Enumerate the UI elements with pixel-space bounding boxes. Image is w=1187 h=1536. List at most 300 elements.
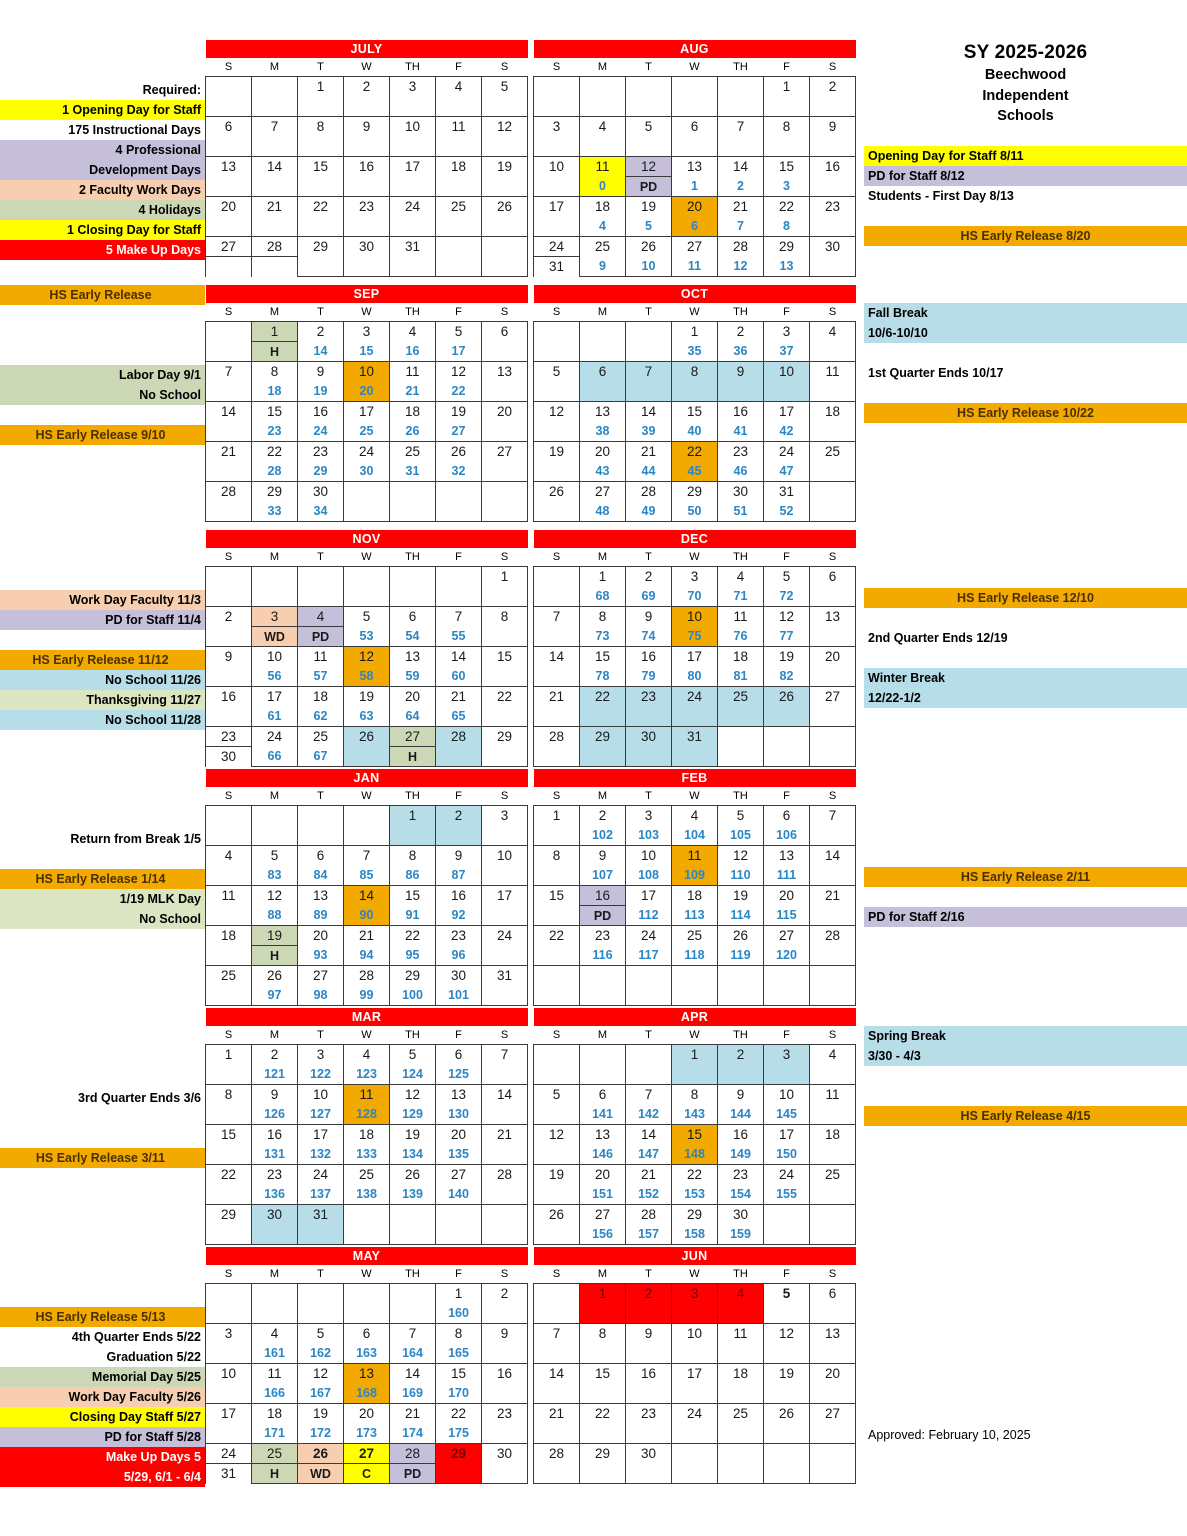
dow-header: F xyxy=(436,787,482,806)
dow-header: TH xyxy=(390,1026,436,1045)
day-cell-count: 99 xyxy=(344,986,390,1006)
week-row-counts xyxy=(206,866,528,886)
day-cell-count xyxy=(672,747,718,767)
day-cell-date: 1 xyxy=(672,1045,718,1065)
day-cell-date: 5 xyxy=(534,362,580,382)
day-cell-count: 11 xyxy=(672,257,718,277)
day-cell-count xyxy=(482,826,528,846)
day-cell-date: 2 xyxy=(718,1045,764,1065)
day-cell-date: 22 xyxy=(298,197,344,217)
day-cell-date xyxy=(298,1284,344,1304)
day-cell-date xyxy=(298,567,344,587)
dow-header: W xyxy=(672,303,718,322)
day-cell-date: 3 xyxy=(344,322,390,342)
calendar-block-jul-aug xyxy=(0,0,1187,277)
day-cell-count: 137 xyxy=(298,1185,344,1205)
day-cell-count xyxy=(534,1105,580,1125)
day-cell-count: 122 xyxy=(298,1065,344,1085)
day-cell-count: 50 xyxy=(672,502,718,522)
day-cell-date: 20 xyxy=(810,1364,856,1384)
note-thanksgiving-1127: Thanksgiving 11/27 xyxy=(0,690,205,710)
day-cell-date: 17 xyxy=(672,1364,718,1384)
day-cell-count xyxy=(534,217,580,237)
dow-header: F xyxy=(764,58,810,77)
day-cell-count: 72 xyxy=(764,587,810,607)
day-cell-count: 156 xyxy=(580,1225,626,1245)
day-cell-count: 134 xyxy=(390,1145,436,1165)
day-cell-count: 150 xyxy=(764,1145,810,1165)
day-cell-date: 7 xyxy=(344,846,390,866)
dow-header: T xyxy=(626,58,672,77)
day-cell-date: 15 xyxy=(390,886,436,906)
day-cell-count xyxy=(580,97,626,117)
day-cell-date: 28 xyxy=(626,1205,672,1225)
day-cell-date xyxy=(390,1205,436,1225)
month-table-may xyxy=(205,1247,528,1484)
day-cell-count: 114 xyxy=(718,906,764,926)
note-make-up-days-dates: 5/29, 6/1 - 6/4 xyxy=(0,1467,205,1487)
week-row-counts xyxy=(534,97,856,117)
day-cell-count xyxy=(206,382,252,402)
day-cell-date: 24 xyxy=(672,1404,718,1424)
day-cell-count xyxy=(672,1424,718,1444)
note-spring-break-dates: 3/30 - 4/3 xyxy=(864,1046,1187,1066)
day-cell-count: 118 xyxy=(672,946,718,966)
day-cell-date xyxy=(252,806,298,826)
month-sep xyxy=(205,285,528,522)
day-cell-count xyxy=(298,587,344,607)
requirement-make-up-days: 5 Make Up Days xyxy=(0,240,205,260)
week-row-dates xyxy=(206,1364,528,1384)
note-hs-early-release-211: HS Early Release 2/11 xyxy=(864,867,1187,887)
day-cell-date: 19 xyxy=(390,1125,436,1145)
day-cell-count: 59 xyxy=(390,667,436,687)
day-cell-date xyxy=(344,482,390,502)
day-cell-date xyxy=(390,1284,436,1304)
day-cell-count xyxy=(764,97,810,117)
day-cell-count: 36 xyxy=(718,342,764,362)
dow-header: M xyxy=(580,58,626,77)
week-row-dates xyxy=(206,442,528,462)
month-title: DEC xyxy=(534,530,856,548)
day-cell-date: 4 xyxy=(206,846,252,866)
week-row-counts xyxy=(206,747,528,767)
day-cell-date: 26 xyxy=(298,1444,344,1464)
day-cell-date: 16 xyxy=(626,647,672,667)
day-cell-date: 30 xyxy=(626,1444,672,1464)
month-table-july xyxy=(205,40,528,277)
day-cell-count: 37 xyxy=(764,342,810,362)
day-cell-marker: H xyxy=(252,342,298,362)
day-cell-date: 7 xyxy=(252,117,298,137)
week-row-dates xyxy=(534,1444,856,1464)
day-cell-count: 168 xyxy=(344,1384,390,1404)
week-row-counts xyxy=(534,382,856,402)
day-cell-date: 7 xyxy=(482,1045,528,1065)
day-cell-date: 24 xyxy=(344,442,390,462)
day-cell-count: 96 xyxy=(436,946,482,966)
dow-header: S xyxy=(482,303,528,322)
day-cell-date: 10 xyxy=(390,117,436,137)
note-students-first-day: Students - First Day 8/13 xyxy=(868,188,1014,203)
dow-header: T xyxy=(626,787,672,806)
day-cell-count: 16 xyxy=(390,342,436,362)
day-cell-count xyxy=(810,1464,856,1484)
day-cell-date xyxy=(534,567,580,587)
day-cell-count: 89 xyxy=(298,906,344,926)
day-cell-count xyxy=(206,587,252,607)
week-row-counts xyxy=(206,667,528,687)
day-cell-date xyxy=(580,77,626,97)
week-row-dates xyxy=(534,1045,856,1065)
day-cell-date: 15 xyxy=(482,647,528,667)
day-cell-count xyxy=(672,707,718,727)
note-closing-day-staff: Closing Day Staff 5/27 xyxy=(0,1407,205,1427)
day-cell-date xyxy=(206,257,252,277)
day-cell-date: 8 xyxy=(482,607,528,627)
dow-header: S xyxy=(534,1265,580,1284)
day-cell-date: 2 xyxy=(436,806,482,826)
day-cell-count xyxy=(298,1304,344,1324)
day-cell-count xyxy=(436,257,482,277)
month-title: NOV xyxy=(206,530,528,548)
day-cell-date: 6 xyxy=(206,117,252,137)
day-cell-count xyxy=(534,502,580,522)
day-cell-count: 133 xyxy=(344,1145,390,1165)
note-no-school-1128: No School 11/28 xyxy=(0,710,205,730)
dow-header: S xyxy=(534,548,580,567)
day-cell-count xyxy=(764,137,810,157)
day-cell-date: 1 xyxy=(390,806,436,826)
day-cell-count xyxy=(436,217,482,237)
day-cell-count: 33 xyxy=(252,502,298,522)
day-cell-count xyxy=(344,137,390,157)
legend-hs-early-release: HS Early Release xyxy=(0,285,205,305)
day-cell-count: 58 xyxy=(344,667,390,687)
day-cell-date xyxy=(344,567,390,587)
day-cell-marker: H xyxy=(252,946,298,966)
day-cell-date: 5 xyxy=(390,1045,436,1065)
month-title: MAY xyxy=(206,1247,528,1265)
dow-header: F xyxy=(436,1026,482,1045)
dow-header: F xyxy=(764,1026,810,1045)
day-cell-date: 6 xyxy=(298,846,344,866)
day-cell-count xyxy=(206,1384,252,1404)
day-cell-date: 16 xyxy=(298,402,344,422)
day-cell-date: 28 xyxy=(390,1444,436,1464)
day-cell-date: 18 xyxy=(810,402,856,422)
day-cell-date: 11 xyxy=(810,1085,856,1105)
month-title: MAR xyxy=(206,1008,528,1026)
month-mar xyxy=(205,1008,528,1245)
day-cell-count xyxy=(626,986,672,1006)
day-cell-count xyxy=(534,1344,580,1364)
week-row-counts xyxy=(534,422,856,442)
day-cell-date: 8 xyxy=(298,117,344,137)
day-cell-date: 8 xyxy=(764,117,810,137)
day-cell-date: 31 xyxy=(298,1205,344,1225)
day-cell-date xyxy=(482,482,528,502)
day-cell-date: 27 xyxy=(436,1165,482,1185)
week-row-dates xyxy=(206,567,528,587)
day-cell-date xyxy=(252,567,298,587)
day-cell-count xyxy=(580,342,626,362)
district-name-line3: Schools xyxy=(997,108,1054,125)
day-cell-date xyxy=(810,1444,856,1464)
day-cell-count xyxy=(718,382,764,402)
day-cell-count: 139 xyxy=(390,1185,436,1205)
week-row-counts xyxy=(206,422,528,442)
day-cell-date xyxy=(534,1284,580,1304)
day-cell-date xyxy=(672,1444,718,1464)
day-cell-date: 14 xyxy=(626,402,672,422)
day-cell-count xyxy=(252,97,298,117)
dow-header: F xyxy=(436,303,482,322)
day-cell-count xyxy=(482,1065,528,1085)
week-row-counts xyxy=(206,1185,528,1205)
week-row-counts xyxy=(206,1105,528,1125)
day-cell-date: 3 xyxy=(482,806,528,826)
week-row-dates xyxy=(206,846,528,866)
week-row-dates xyxy=(534,1364,856,1384)
day-cell-date: 29 xyxy=(298,237,344,257)
dow-header: TH xyxy=(390,303,436,322)
day-cell-count xyxy=(298,177,344,197)
day-cell-date: 29 xyxy=(672,482,718,502)
day-cell-count xyxy=(482,1304,528,1324)
day-cell-date: 25 xyxy=(206,966,252,986)
dow-header: S xyxy=(206,1026,252,1045)
note-labor-day-no-school: No School xyxy=(0,385,205,405)
day-cell-date xyxy=(580,322,626,342)
day-cell-date: 21 xyxy=(344,926,390,946)
day-cell-date: 5 xyxy=(626,117,672,137)
day-cell-date: 8 xyxy=(580,607,626,627)
day-cell-date: 14 xyxy=(390,1364,436,1384)
week-row-dates xyxy=(206,402,528,422)
dow-header: S xyxy=(482,58,528,77)
note-q3-ends: 3rd Quarter Ends 3/6 xyxy=(78,1090,201,1105)
dow-header: S xyxy=(482,1265,528,1284)
day-cell-date: 30 xyxy=(718,482,764,502)
day-cell-date: 22 xyxy=(482,687,528,707)
day-cell-count xyxy=(810,217,856,237)
month-title: AUG xyxy=(534,40,856,58)
dow-header: S xyxy=(810,303,856,322)
day-cell-count: 130 xyxy=(436,1105,482,1125)
day-cell-date: 23 xyxy=(344,197,390,217)
calendar-block-jan-feb xyxy=(0,767,1187,1006)
day-cell-count: 141 xyxy=(580,1105,626,1125)
week-row-counts xyxy=(534,1105,856,1125)
day-cell-date: 1 xyxy=(206,1045,252,1065)
day-cell-count xyxy=(390,826,436,846)
day-cell-date: 14 xyxy=(206,402,252,422)
day-cell-count xyxy=(626,1384,672,1404)
dow-header: S xyxy=(810,787,856,806)
dow-header: TH xyxy=(718,1265,764,1284)
day-cell-date: 9 xyxy=(206,647,252,667)
month-table-jan xyxy=(205,769,528,1006)
day-cell-date: 5 xyxy=(482,77,528,97)
day-cell-date: 30 xyxy=(810,237,856,257)
day-cell-count: 48 xyxy=(580,502,626,522)
day-cell-count: 94 xyxy=(344,946,390,966)
day-cell-count: 54 xyxy=(390,627,436,647)
day-cell-count: 158 xyxy=(672,1225,718,1245)
day-cell-count: 161 xyxy=(252,1344,298,1364)
day-cell-date: 2 xyxy=(626,1284,672,1304)
week-row-dates xyxy=(206,886,528,906)
day-cell-date xyxy=(764,966,810,986)
day-cell-date: 11 xyxy=(672,846,718,866)
dow-header: TH xyxy=(390,787,436,806)
note-hs-early-release-114: HS Early Release 1/14 xyxy=(0,869,205,889)
day-cell-count xyxy=(810,707,856,727)
week-row-counts xyxy=(534,462,856,482)
requirement-development-days: Development Days xyxy=(0,160,205,180)
day-cell-date: 18 xyxy=(252,1404,298,1424)
week-row-counts xyxy=(534,1424,856,1444)
day-cell-count xyxy=(672,137,718,157)
day-cell-count: 166 xyxy=(252,1384,298,1404)
day-cell-count: 160 xyxy=(436,1304,482,1324)
day-cell-count xyxy=(344,826,390,846)
day-cell-date: 24 xyxy=(626,926,672,946)
week-row-dates xyxy=(534,362,856,382)
month-table-feb xyxy=(533,769,856,1006)
week-row-dates xyxy=(534,727,856,747)
day-cell-count: 136 xyxy=(252,1185,298,1205)
day-cell-count xyxy=(206,707,252,727)
week-row-counts xyxy=(534,986,856,1006)
day-cell-count: 63 xyxy=(344,707,390,727)
day-cell-count xyxy=(534,826,580,846)
day-cell-count xyxy=(482,1185,528,1205)
day-cell-date: 12 xyxy=(390,1085,436,1105)
day-cell-date: 29 xyxy=(436,1444,482,1464)
day-cell-date: 27 xyxy=(764,926,810,946)
day-cell-date: 18 xyxy=(718,647,764,667)
day-cell-count xyxy=(298,97,344,117)
day-cell-count xyxy=(344,502,390,522)
day-cell-date: 7 xyxy=(436,607,482,627)
day-cell-count: 38 xyxy=(580,422,626,442)
day-cell-date: 6 xyxy=(390,607,436,627)
note-fall-break-dates: 10/6-10/10 xyxy=(864,323,1187,343)
day-cell-date: 22 xyxy=(252,442,298,462)
week-row-dates xyxy=(534,1324,856,1344)
day-cell-date: 30 xyxy=(436,966,482,986)
week-row-dates xyxy=(534,687,856,707)
day-cell-date: 5 xyxy=(718,806,764,826)
day-cell-count: 135 xyxy=(436,1145,482,1165)
day-cell-count xyxy=(580,707,626,727)
week-row-counts xyxy=(206,1424,528,1444)
month-apr xyxy=(533,1008,856,1245)
dow-header: W xyxy=(672,58,718,77)
week-row-dates xyxy=(206,1085,528,1105)
day-cell-count xyxy=(764,1424,810,1444)
day-cell-count: 13 xyxy=(764,257,810,277)
note-hs-early-release-820: HS Early Release 8/20 xyxy=(864,226,1187,246)
day-cell-date: 8 xyxy=(672,1085,718,1105)
day-cell-count: 157 xyxy=(626,1225,672,1245)
day-cell-count: 76 xyxy=(718,627,764,647)
note-hs-early-release-910: HS Early Release 9/10 xyxy=(0,425,205,445)
day-cell-date: 9 xyxy=(252,1085,298,1105)
day-cell-count xyxy=(810,627,856,647)
day-cell-count xyxy=(534,946,580,966)
dow-header: M xyxy=(580,1026,626,1045)
day-cell-count: 28 xyxy=(252,462,298,482)
day-cell-count: 149 xyxy=(718,1145,764,1165)
day-cell-count: 140 xyxy=(436,1185,482,1205)
day-cell-date: 1 xyxy=(580,567,626,587)
day-cell-count xyxy=(810,177,856,197)
day-cell-count xyxy=(580,747,626,767)
day-cell-date: 15 xyxy=(672,402,718,422)
day-cell-date: 16 xyxy=(718,1125,764,1145)
day-cell-date: 13 xyxy=(810,1324,856,1344)
day-cell-count xyxy=(482,382,528,402)
day-cell-date: 20 xyxy=(390,687,436,707)
day-cell-count: 26 xyxy=(390,422,436,442)
day-cell-count xyxy=(810,667,856,687)
day-cell-count: 120 xyxy=(764,946,810,966)
dow-header: T xyxy=(298,303,344,322)
dow-header: S xyxy=(810,548,856,567)
dow-header: W xyxy=(344,58,390,77)
day-cell-count xyxy=(810,502,856,522)
day-cell-count: 95 xyxy=(390,946,436,966)
day-cell-count xyxy=(534,587,580,607)
month-dec xyxy=(533,530,856,767)
week-row-dates xyxy=(206,362,528,382)
day-cell-count xyxy=(206,1304,252,1324)
day-cell-date: 21 xyxy=(626,442,672,462)
day-cell-date: 10 xyxy=(764,362,810,382)
day-cell-count xyxy=(206,986,252,1006)
day-cell-count: 35 xyxy=(672,342,718,362)
week-row-dates xyxy=(206,1125,528,1145)
day-cell-date: 9 xyxy=(718,1085,764,1105)
note-hs-early-release-415: HS Early Release 4/15 xyxy=(864,1106,1187,1126)
day-cell-date: 12 xyxy=(764,607,810,627)
day-cell-count xyxy=(672,382,718,402)
day-cell-date: 25 xyxy=(810,1165,856,1185)
day-cell-count xyxy=(718,747,764,767)
day-cell-date: 20 xyxy=(810,647,856,667)
week-row-dates xyxy=(206,197,528,217)
day-cell-count xyxy=(206,1344,252,1364)
day-cell-count xyxy=(810,462,856,482)
day-cell-count xyxy=(534,1384,580,1404)
day-cell-date: 27 xyxy=(206,237,252,257)
dow-header: M xyxy=(580,1265,626,1284)
dow-header: TH xyxy=(718,303,764,322)
day-cell-count: 17 xyxy=(436,342,482,362)
week-row-counts xyxy=(534,217,856,237)
district-name-line2: Independent xyxy=(982,87,1069,104)
dow-header: S xyxy=(534,303,580,322)
day-cell-count xyxy=(482,257,528,277)
day-cell-count xyxy=(482,502,528,522)
month-title: JAN xyxy=(206,769,528,787)
day-cell-count: 57 xyxy=(298,667,344,687)
day-cell-date: 28 xyxy=(482,1165,528,1185)
day-cell-count xyxy=(534,1185,580,1205)
